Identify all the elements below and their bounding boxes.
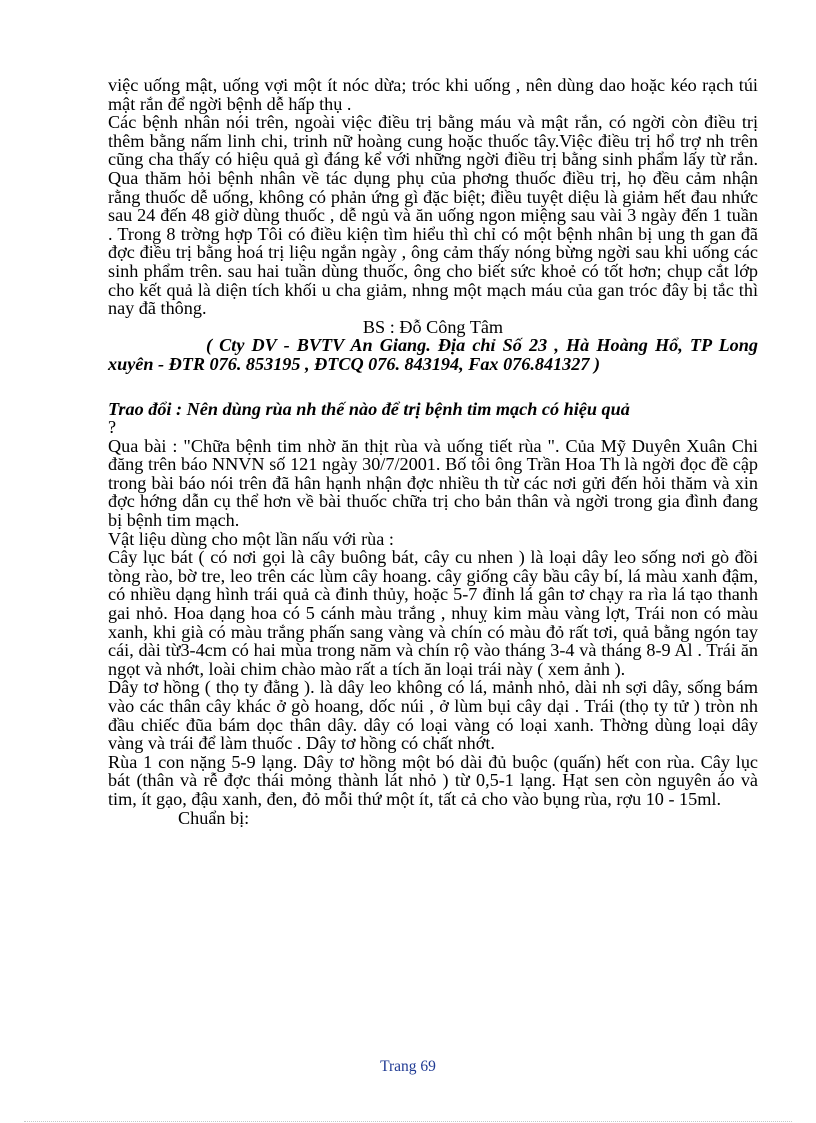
document-body — [108, 76, 758, 827]
page-number: Trang 69 — [380, 1058, 436, 1075]
page-bottom-rule — [24, 1121, 792, 1122]
paragraph: Các bệnh nhân nói trên, ngoài việc điều trị bằng máu và mật rắn, có ngời còn điều trị thêm bằng nấm linh chi, trinh nữ hoàng cung hoặc thuốc tây.Việc điều trị hổ trợ nh trên cũng cha thấy có hiệu quả gì đáng kể với những ngời điều trị bằng sinh phẩm lấy từ rắn. Qua thăm hỏi bệnh nhân về tác dụng phụ của phơng thuốc điều trị, họ đều cảm nhận rằng thuốc dễ uống, không có phản ứng gì đặc biệt; điều tuyệt diệu là giảm hết đau nhức sau 24 đến 48 giờ dùng thuốc , dễ ngủ và ăn uống ngon miệng sau vài 3 ngày đến 1 tuần . Trong 8 trờng hợp Tôi có điều kiện tìm hiểu thì chỉ có một bệnh nhân bị ung th gan đã đợc điều trị bằng hoá trị liệu ngắn ngày , ông cảm thấy nóng bừng ngời sau khi uống các sinh phẩm trên. sau hai tuần dùng thuốc, ông cho biết sức khoẻ có tốt hơn; chụp cắt lớp cho kết quả là diện tích khối u cha giảm, nhng một mạch máu của gan tróc đây bị tắc thì nay đã thông. — [108, 112, 758, 319]
paragraph: Rùa 1 con nặng 5-9 lạng. Dây tơ hồng một bó dài đủ buộc (quấn) hết con rùa. Cây lục bát (thân và rễ đợc thái mỏng thành lát nhỏ ) từ 0,5-1 lạng. Hạt sen còn nguyên áo và tim, ít gạo, đậu xanh, đen, đỏ mỗi thứ một ít, tất cả cho vào bụng rùa, rợu 10 - 15ml. — [108, 751, 758, 809]
question-heading-text: Trao đổi : Nên dùng rùa nh thế nào để trị bệnh tim mạch có hiệu quả — [108, 398, 630, 419]
address: ( Cty DV - BVTV An Giang. Địa chỉ Số 23 , Hà Hoàng Hổ, TP Long xuyên - ĐTR 076. 853195 , ĐTCQ 076. 843194, Fax 076.841327 ) — [108, 335, 758, 374]
paragraph: Qua bài : "Chữa bệnh tim nhờ ăn thịt rùa và uống tiết rùa ". Của Mỹ Duyên Xuân Chi đăng trên báo NNVN số 121 ngày 30/7/2001. Bố tôi ông Trần Hoa Th là ngời đọc đề cập trong bài báo nói trên đã hân hạnh nhận đợc nhiều th từ các nơi gửi đến hỏi thăm và xin đợc hớng dẫn cụ thể hơn về bài thuốc chữa trị cho bản thân và ngời trong gia đình đang bị bệnh tim mạch. — [108, 435, 758, 531]
prep-heading: Chuẩn bị: — [178, 807, 250, 828]
paragraph: việc uống mật, uống vợi một ít nóc dừa; tróc khi uống , nên dùng dao hoặc kéo rạch túi mật rắn để ngời bệnh dễ hấp thụ . — [108, 75, 758, 114]
paragraph: Cây lục bát ( có nơi gọi là cây buông bát, cây cu nhen ) là loại dây leo sống nơi gò đồi tòng rào, bờ tre, leo trên các lùm cây hoang. cây giống cây bầu cây bí, lá màu xanh đậm, có nhiều dạng hình trái quả cà đinh thủy, hoặc 5-7 đỉnh lá gân tơ chạy ra rìa lá tạo thanh gai nhỏ. Hoa dạng hoa có 5 cánh màu trắng , nhuỵ kim màu vàng lợt, Trái non có màu xanh, khi già có màu trắng phấn sang vàng và chín có màu đỏ rất tơi, quả bằng ngón tay cái, dài từ3-4cm có hai mùa trong năm và chín rộ vào tháng 3-4 và tháng 8-9 Al . Trái ăn ngọt và nhớt, loài chim chào mào rất a tích ăn loại trái này ( xem ảnh ). — [108, 547, 758, 679]
spacer — [108, 374, 758, 400]
question-mark: ? — [108, 417, 117, 438]
paragraph: Dây tơ hồng ( thọ ty đằng ). là dây leo không có lá, mảnh nhỏ, dài nh sợi dây, sống bám vào các thân cây khác ở gò hoang, dốc núi , ở lùm bụi cây dại . Trái (thọ ty tử ) tròn nh đầu chiếc đũa bám dọc thân dây. dây có loại vàng có loại xanh. Thờng dùng loại dây vàng và trái để làm thuốc . Dây tơ hồng có chất nhớt. — [108, 677, 758, 754]
question-heading — [108, 400, 758, 419]
paragraph: Vật liệu dùng cho một lần nấu với rùa : — [108, 528, 394, 549]
signature: BS : Đỗ Công Tâm — [362, 316, 504, 337]
